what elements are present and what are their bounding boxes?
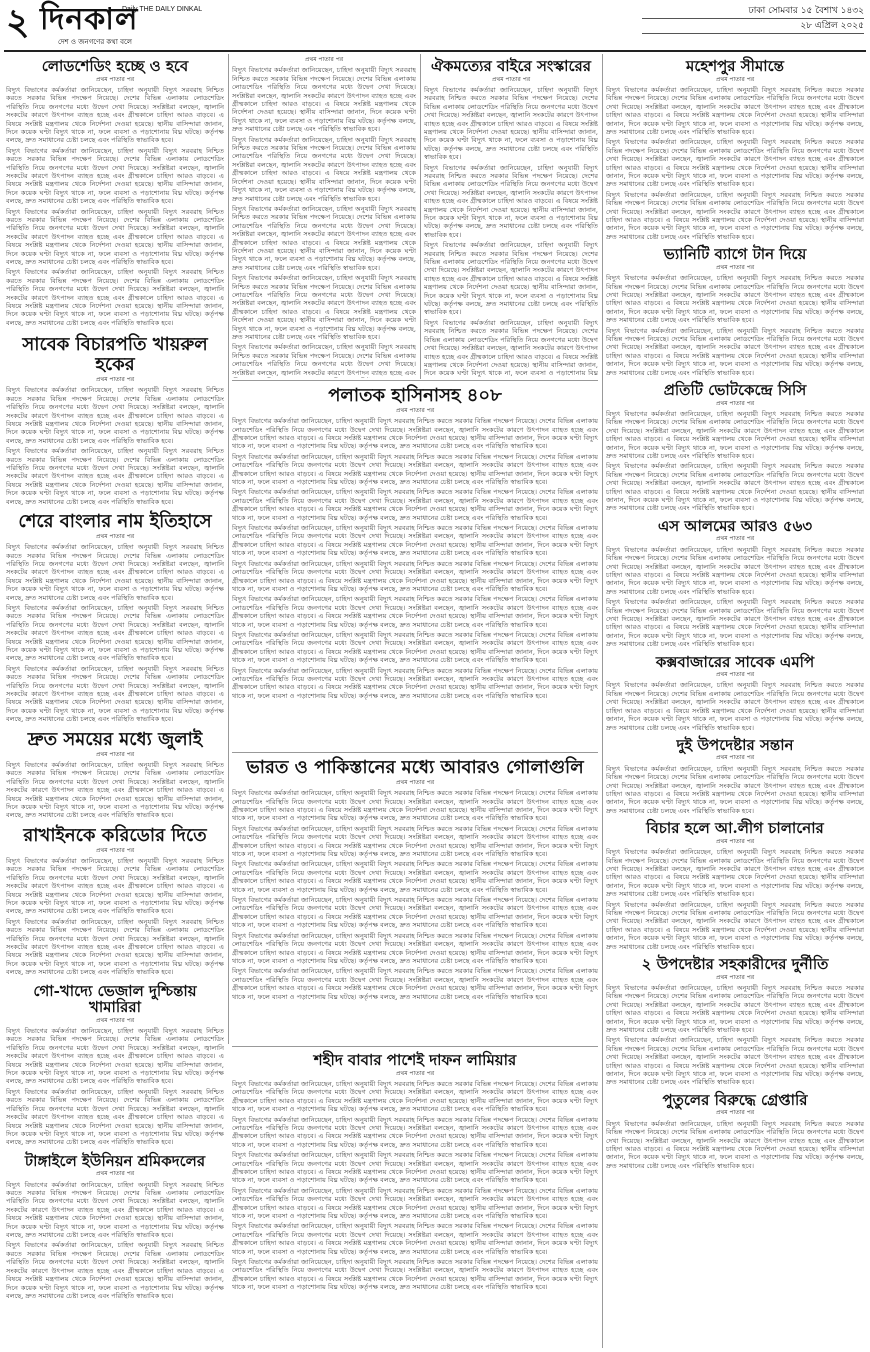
article-body: বিদ্যুৎ বিভাগের কর্মকর্তারা জানিয়েছেন, চাহিদা অনুযায়ী বিদ্যুৎ সরবরাহ নিশ্চিত করতে সরকার বিভিন্ন পদক্ষেপ নিয়েছে। দেশের বিভিন্ন এলাকায় লোডশেডিং পরিস্থিতি নিয়ে জনগণের মধ্যে উদ্বেগ দেখা দিয়েছে। সংশ্লিষ্টরা বলছেন, জ্বালানি সংকটের কারণে উৎপাদন ব্যাহত হচ্ছে এবং গ্রীষ্মকালে চাহিদা আরও বাড়বে। এ বিষয়ে সংশ্লিষ্ট মন্ত্রণালয় থেকে নির্দেশনা দেওয়া হয়েছে। স্থানীয় বাসিন্দারা জানান, দিনে কয়েক ঘণ্টা বিদ্যুৎ থাকে না, ফলে ব্যবসা ও পড়াশোনায় বিঘ্ন ঘটছে। কর্তৃপক্ষ বলছে, দ্রুত সমাধানের চেষ্টা চলছে এবং পরিস্থিতি স্বাভাবিক হবে। — [606, 983, 864, 1034]
article-body: বিদ্যুৎ বিভাগের কর্মকর্তারা জানিয়েছেন, চাহিদা অনুযায়ী বিদ্যুৎ সরবরাহ নিশ্চিত করতে সরকার বিভিন্ন পদক্ষেপ নিয়েছে। দেশের বিভিন্ন এলাকায় লোডশেডিং পরিস্থিতি নিয়ে জনগণের মধ্যে উদ্বেগ দেখা দিয়েছে। সংশ্লিষ্টরা বলছেন, জ্বালানি সংকটের কারণে উৎপাদন ব্যাহত হচ্ছে এবং গ্রীষ্মকালে চাহিদা আরও বাড়বে। এ বিষয়ে সংশ্লিষ্ট মন্ত্রণালয় থেকে নির্দেশনা দেওয়া হয়েছে। স্থানীয় বাসিন্দারা জানান, দিনে কয়েক ঘণ্টা বিদ্যুৎ থাকে না, ফলে ব্যবসা ও পড়াশোনায় বিঘ্ন ঘটছে। কর্তৃপক্ষ বলছে, দ্রুত সমাধানের চেষ্টা চলছে এবং পরিস্থিতি স্বাভাবিক হবে। — [6, 447, 224, 506]
article-body: বিদ্যুৎ বিভাগের কর্মকর্তারা জানিয়েছেন, চাহিদা অনুযায়ী বিদ্যুৎ সরবরাহ নিশ্চিত করতে সরকার বিভিন্ন পদক্ষেপ নিয়েছে। দেশের বিভিন্ন এলাকায় লোডশেডিং পরিস্থিতি নিয়ে জনগণের মধ্যে উদ্বেগ দেখা দিয়েছে। সংশ্লিষ্টরা বলছেন, জ্বালানি সংকটের কারণে উৎপাদন ব্যাহত হচ্ছে এবং গ্রীষ্মকালে চাহিদা আরও বাড়বে। এ বিষয়ে সংশ্লিষ্ট মন্ত্রণালয় থেকে নির্দেশনা দেওয়া হয়েছে। স্থানীয় বাসিন্দারা জানান, দিনে কয়েক ঘণ্টা বিদ্যুৎ থাকে না, ফলে ব্যবসা ও পড়াশোনায় বিঘ্ন ঘটছে। কর্তৃপক্ষ বলছে, দ্রুত সমাধানের চেষ্টা চলছে এবং পরিস্থিতি স্বাভাবিক হবে। — [424, 241, 598, 317]
article-body: বিদ্যুৎ বিভাগের কর্মকর্তারা জানিয়েছেন, চাহিদা অনুযায়ী বিদ্যুৎ সরবরাহ নিশ্চিত করতে সরকার বিভিন্ন পদক্ষেপ নিয়েছে। দেশের বিভিন্ন এলাকায় লোডশেডিং পরিস্থিতি নিয়ে জনগণের মধ্যে উদ্বেগ দেখা দিয়েছে। সংশ্লিষ্টরা বলছেন, জ্বালানি সংকটের কারণে উৎপাদন ব্যাহত হচ্ছে এবং গ্রীষ্মকালে চাহিদা আরও বাড়বে। এ বিষয়ে সংশ্লিষ্ট মন্ত্রণালয় থেকে নির্দেশনা দেওয়া হয়েছে। স্থানীয় বাসিন্দারা জানান, দিনে কয়েক ঘণ্টা বিদ্যুৎ থাকে না, ফলে ব্যবসা ও পড়াশোনায় বিঘ্ন ঘটছে। কর্তৃপক্ষ বলছে, দ্রুত সমাধানের চেষ্টা চলছে এবং পরিস্থিতি স্বাভাবিক হবে। — [606, 681, 864, 732]
continued-note: প্রথম পাতার পর — [395, 406, 435, 414]
article-body: বিদ্যুৎ বিভাগের কর্মকর্তারা জানিয়েছেন, চাহিদা অনুযায়ী বিদ্যুৎ সরবরাহ নিশ্চিত করতে সরকার বিভিন্ন পদক্ষেপ নিয়েছে। দেশের বিভিন্ন এলাকায় লোডশেডিং পরিস্থিতি নিয়ে জনগণের মধ্যে উদ্বেগ দেখা দিয়েছে। সংশ্লিষ্টরা বলছেন, জ্বালানি সংকটের কারণে উৎপাদন ব্যাহত হচ্ছে এবং গ্রীষ্মকালে চাহিদা আরও বাড়বে। এ বিষয়ে সংশ্লিষ্ট মন্ত্রণালয় থেকে নির্দেশনা দেওয়া হয়েছে। স্থানীয় বাসিন্দারা জানান, দিনে কয়েক ঘণ্টা বিদ্যুৎ থাকে না, ফলে ব্যবসা ও পড়াশোনায় বিঘ্ন ঘটছে। কর্তৃপক্ষ বলছে, দ্রুত সমাধানের চেষ্টা চলছে এবং পরিস্থিতি স্বাভাবিক হবে। — [232, 488, 598, 522]
article-body: বিদ্যুৎ বিভাগের কর্মকর্তারা জানিয়েছেন, চাহিদা অনুযায়ী বিদ্যুৎ সরবরাহ নিশ্চিত করতে সরকার বিভিন্ন পদক্ষেপ নিয়েছে। দেশের বিভিন্ন এলাকায় লোডশেডিং পরিস্থিতি নিয়ে জনগণের মধ্যে উদ্বেগ দেখা দিয়েছে। সংশ্লিষ্টরা বলছেন, জ্বালানি সংকটের কারণে উৎপাদন ব্যাহত হচ্ছে এবং গ্রীষ্মকালে চাহিদা আরও বাড়বে। এ বিষয়ে সংশ্লিষ্ট মন্ত্রণালয় থেকে নির্দেশনা দেওয়া হয়েছে। স্থানীয় বাসিন্দারা জানান, দিনে কয়েক ঘণ্টা বিদ্যুৎ থাকে না, ফলে ব্যবসা ও পড়াশোনায় বিঘ্ন ঘটছে। কর্তৃপক্ষ বলছে, দ্রুত সমাধানের চেষ্টা চলছে এবং পরিস্থিতি স্বাভাবিক হবে। — [6, 1087, 224, 1147]
continued-note: প্রথম পাতার পর — [715, 754, 755, 762]
continued-note: প্রথম পাতার পর — [304, 56, 344, 63]
headline: কক্সবাজারের সাবেক এমপি — [655, 652, 815, 671]
article-body: বিদ্যুৎ বিভাগের কর্মকর্তারা জানিয়েছেন, চাহিদা অনুযায়ী বিদ্যুৎ সরবরাহ নিশ্চিত করতে সরকার বিভিন্ন পদক্ষেপ নিয়েছে। দেশের বিভিন্ন এলাকায় লোডশেডিং পরিস্থিতি নিয়ে জনগণের মধ্যে উদ্বেগ দেখা দিয়েছে। সংশ্লিষ্টরা বলছেন, জ্বালানি সংকটের কারণে উৎপাদন ব্যাহত হচ্ছে এবং গ্রীষ্মকালে চাহিদা আরও বাড়বে। এ বিষয়ে সংশ্লিষ্ট মন্ত্রণালয় থেকে নির্দেশনা দেওয়া হয়েছে। স্থানীয় বাসিন্দারা জানান, দিনে কয়েক ঘণ্টা বিদ্যুৎ থাকে না, ফলে ব্যবসা ও পড়াশোনায় বিঘ্ন ঘটছে। কর্তৃপক্ষ বলছে, দ্রুত সমাধানের চেষ্টা চলছে এবং পরিস্থিতি স্বাভাবিক হবে। — [6, 856, 224, 916]
headline: শহীদ বাবার পাশেই দাফন লামিয়ার — [313, 1051, 517, 1069]
article-body: বিদ্যুৎ বিভাগের কর্মকর্তারা জানিয়েছেন, চাহিদা অনুযায়ী বিদ্যুৎ সরবরাহ নিশ্চিত করতে সরকার বিভিন্ন পদক্ষেপ নিয়েছে। দেশের বিভিন্ন এলাকায় লোডশেডিং পরিস্থিতি নিয়ে জনগণের মধ্যে উদ্বেগ দেখা দিয়েছে। সংশ্লিষ্টরা বলছেন, জ্বালানি সংকটের কারণে উৎপাদন ব্যাহত হচ্ছে এবং গ্রীষ্মকালে চাহিদা আরও বাড়বে। এ বিষয়ে সংশ্লিষ্ট মন্ত্রণালয় থেকে নির্দেশনা দেওয়া হয়েছে। স্থানীয় বাসিন্দারা জানান, দিনে কয়েক ঘণ্টা বিদ্যুৎ থাকে না, ফলে ব্যবসা ও পড়াশোনায় বিঘ্ন ঘটছে। কর্তৃপক্ষ বলছে, দ্রুত সমাধানের চেষ্টা চলছে এবং পরিস্থিতি স্বাভাবিক হবে। — [232, 1079, 598, 1114]
article-body: বিদ্যুৎ বিভাগের কর্মকর্তারা জানিয়েছেন, চাহিদা অনুযায়ী বিদ্যুৎ সরবরাহ নিশ্চিত করতে সরকার বিভিন্ন পদক্ষেপ নিয়েছে। দেশের বিভিন্ন এলাকায় লোডশেডিং পরিস্থিতি নিয়ে জনগণের মধ্যে উদ্বেগ দেখা দিয়েছে। সংশ্লিষ্টরা বলছেন, জ্বালানি সংকটের কারণে উৎপাদন ব্যাহত হচ্ছে এবং গ্রীষ্মকালে চাহিদা আরও বাড়বে। এ বিষয়ে সংশ্লিষ্ট মন্ত্রণালয় থেকে নির্দেশনা দেওয়া হয়েছে। স্থানীয় বাসিন্দারা জানান, দিনে কয়েক ঘণ্টা বিদ্যুৎ থাকে না, ফলে ব্যবসা ও পড়াশোনায় বিঘ্ন ঘটছে। কর্তৃপক্ষ বলছে, দ্রুত সমাধানের চেষ্টা চলছে এবং পরিস্থিতি স্বাভাবিক হবে। — [6, 386, 224, 445]
continued-note: প্রথম পাতার পর — [491, 75, 531, 83]
continued-note: প্রথম পাতার পর — [95, 375, 135, 383]
article-body: বিদ্যুৎ বিভাগের কর্মকর্তারা জানিয়েছেন, চাহিদা অনুযায়ী বিদ্যুৎ সরবরাহ নিশ্চিত করতে সরকার বিভিন্ন পদক্ষেপ নিয়েছে। দেশের বিভিন্ন এলাকায় লোডশেডিং পরিস্থিতি নিয়ে জনগণের মধ্যে উদ্বেগ দেখা দিয়েছে। সংশ্লিষ্টরা বলছেন, জ্বালানি সংকটের কারণে উৎপাদন ব্যাহত হচ্ছে এবং গ্রীষ্মকালে চাহিদা আরও বাড়বে। এ বিষয়ে সংশ্লিষ্ট মন্ত্রণালয় থেকে নির্দেশনা দেওয়া হয়েছে। স্থানীয় বাসিন্দারা জানান, দিনে কয়েক ঘণ্টা বিদ্যুৎ থাকে না, ফলে ব্যবসা ও পড়াশোনায় বিঘ্ন ঘটছে। কর্তৃপক্ষ বলছে, দ্রুত সমাধানের চেষ্টা চলছে এবং পরিস্থিতি স্বাভাবিক হবে। — [606, 326, 864, 377]
continued-note: প্রথম পাতার পর — [715, 1109, 755, 1117]
continued-note: প্রথম পাতার পর — [95, 750, 135, 758]
article-body: বিদ্যুৎ বিভাগের কর্মকর্তারা জানিয়েছেন, চাহিদা অনুযায়ী বিদ্যুৎ সরবরাহ নিশ্চিত করতে সরকার বিভিন্ন পদক্ষেপ নিয়েছে। দেশের বিভিন্ন এলাকায় লোডশেডিং পরিস্থিতি নিয়ে জনগণের মধ্যে উদ্বেগ দেখা দিয়েছে। সংশ্লিষ্টরা বলছেন, জ্বালানি সংকটের কারণে উৎপাদন ব্যাহত হচ্ছে এবং গ্রীষ্মকালে চাহিদা আরও বাড়বে। এ বিষয়ে সংশ্লিষ্ট মন্ত্রণালয় থেকে নির্দেশনা দেওয়া হয়েছে। স্থানীয় বাসিন্দারা জানান, দিনে কয়েক ঘণ্টা বিদ্যুৎ থাকে না, ফলে ব্যবসা ও পড়াশোনায় বিঘ্ন ঘটছে। কর্তৃপক্ষ বলছে, দ্রুত সমাধানের চেষ্টা চলছে এবং পরিস্থিতি স্বাভাবিক হবে। — [6, 760, 224, 820]
continued-note: প্রথম পাতার পর — [95, 846, 135, 854]
article-body: বিদ্যুৎ বিভাগের কর্মকর্তারা জানিয়েছেন, চাহিদা অনুযায়ী বিদ্যুৎ সরবরাহ নিশ্চিত করতে সরকার বিভিন্ন পদক্ষেপ নিয়েছে। দেশের বিভিন্ন এলাকায় লোডশেডিং পরিস্থিতি নিয়ে জনগণের মধ্যে উদ্বেগ দেখা দিয়েছে। সংশ্লিষ্টরা বলছেন, জ্বালানি সংকটের কারণে উৎপাদন ব্যাহত হচ্ছে এবং গ্রীষ্মকালে চাহিদা আরও বাড়বে। এ বিষয়ে সংশ্লিষ্ট মন্ত্রণালয় থেকে নির্দেশনা দেওয়া হয়েছে। স্থানীয় বাসিন্দারা জানান, দিনে কয়েক ঘণ্টা বিদ্যুৎ থাকে না, ফলে ব্যবসা ও পড়াশোনায় বিঘ্ন ঘটছে। কর্তৃপক্ষ বলছে, দ্রুত সমাধানের চেষ্টা চলছে এবং পরিস্থিতি স্বাভাবিক হবে। — [232, 860, 598, 894]
article-body: বিদ্যুৎ বিভাগের কর্মকর্তারা জানিয়েছেন, চাহিদা অনুযায়ী বিদ্যুৎ সরবরাহ নিশ্চিত করতে সরকার বিভিন্ন পদক্ষেপ নিয়েছে। দেশের বিভিন্ন এলাকায় লোডশেডিং পরিস্থিতি নিয়ে জনগণের মধ্যে উদ্বেগ দেখা দিয়েছে। সংশ্লিষ্টরা বলছেন, জ্বালানি সংকটের কারণে উৎপাদন ব্যাহত হচ্ছে এবং গ্রীষ্মকালে চাহিদা আরও বাড়বে। এ বিষয়ে সংশ্লিষ্ট মন্ত্রণালয় থেকে নির্দেশনা দেওয়া হয়েছে। স্থানীয় বাসিন্দারা জানান, দিনে কয়েক ঘণ্টা বিদ্যুৎ থাকে না, ফলে ব্যবসা ও পড়াশোনায় বিঘ্ন ঘটছে। কর্তৃপক্ষ বলছে, দ্রুত সমাধানের চেষ্টা চলছে এবং পরিস্থিতি স্বাভাবিক হবে। — [6, 543, 224, 602]
date-bengali: ঢাকা সোমবার ১৫ বৈশাখ ১৪৩২ — [642, 4, 864, 19]
article-body: বিদ্যুৎ বিভাগের কর্মকর্তারা জানিয়েছেন, চাহিদা অনুযায়ী বিদ্যুৎ সরবরাহ নিশ্চিত করতে সরকার বিভিন্ন পদক্ষেপ নিয়েছে। দেশের বিভিন্ন এলাকায় লোডশেডিং পরিস্থিতি নিয়ে জনগণের মধ্যে উদ্বেগ দেখা দিয়েছে। সংশ্লিষ্টরা বলছেন, জ্বালানি সংকটের কারণে উৎপাদন ব্যাহত হচ্ছে এবং গ্রীষ্মকালে চাহিদা আরও বাড়বে। এ বিষয়ে সংশ্লিষ্ট মন্ত্রণালয় থেকে নির্দেশনা দেওয়া হয়েছে। স্থানীয় বাসিন্দারা জানান, দিনে কয়েক ঘণ্টা বিদ্যুৎ থাকে না, ফলে ব্যবসা ও পড়াশোনায় বিঘ্ন ঘটছে। কর্তৃপক্ষ বলছে, দ্রুত সমাধানের চেষ্টা চলছে এবং পরিস্থিতি স্বাভাবিক হবে। — [232, 967, 598, 1001]
article-body: বিদ্যুৎ বিভাগের কর্মকর্তারা জানিয়েছেন, চাহিদা অনুযায়ী বিদ্যুৎ সরবরাহ নিশ্চিত করতে সরকার বিভিন্ন পদক্ষেপ নিয়েছে। দেশের বিভিন্ন এলাকায় লোডশেডিং পরিস্থিতি নিয়ে জনগণের মধ্যে উদ্বেগ দেখা দিয়েছে। সংশ্লিষ্টরা বলছেন, জ্বালানি সংকটের কারণে উৎপাদন ব্যাহত হচ্ছে এবং গ্রীষ্মকালে চাহিদা আরও বাড়বে। এ বিষয়ে সংশ্লিষ্ট মন্ত্রণালয় থেকে নির্দেশনা দেওয়া হয়েছে। স্থানীয় বাসিন্দারা জানান, দিনে কয়েক ঘণ্টা বিদ্যুৎ থাকে না, ফলে ব্যবসা ও পড়াশোনায় বিঘ্ন ঘটছে। কর্তৃপক্ষ বলছে, দ্রুত সমাধানের চেষ্টা চলছে এবং পরিস্থিতি স্বাভাবিক হবে। — [232, 204, 416, 272]
masthead-rule — [4, 50, 866, 52]
center-article-block — [232, 384, 598, 750]
continued-note: প্রথম পাতার পর — [715, 263, 755, 271]
continued-note: প্রথম পাতার পর — [95, 75, 135, 83]
page-number: ২ — [6, 1, 30, 43]
article-body: বিদ্যুৎ বিভাগের কর্মকর্তারা জানিয়েছেন, চাহিদা অনুযায়ী বিদ্যুৎ সরবরাহ নিশ্চিত করতে সরকার বিভিন্ন পদক্ষেপ নিয়েছে। দেশের বিভিন্ন এলাকায় লোডশেডিং পরিস্থিতি নিয়ে জনগণের মধ্যে উদ্বেগ দেখা দিয়েছে। সংশ্লিষ্টরা বলছেন, জ্বালানি সংকটের কারণে উৎপাদন ব্যাহত হচ্ছে এবং গ্রীষ্মকালে চাহিদা আরও বাড়বে। এ বিষয়ে সংশ্লিষ্ট মন্ত্রণালয় থেকে নির্দেশনা দেওয়া হয়েছে। স্থানীয় বাসিন্দারা জানান, দিনে কয়েক ঘণ্টা বিদ্যুৎ থাকে না, ফলে ব্যবসা ও পড়াশোনায় বিঘ্ন ঘটছে। কর্তৃপক্ষ বলছে, দ্রুত সমাধানের চেষ্টা চলছে এবং পরিস্থিতি স্বাভাবিক হবে। — [232, 452, 598, 487]
article-body: বিদ্যুৎ বিভাগের কর্মকর্তারা জানিয়েছেন, চাহিদা অনুযায়ী বিদ্যুৎ সরবরাহ নিশ্চিত করতে সরকার বিভিন্ন পদক্ষেপ নিয়েছে। দেশের বিভিন্ন এলাকায় লোডশেডিং পরিস্থিতি নিয়ে জনগণের মধ্যে উদ্বেগ দেখা দিয়েছে। সংশ্লিষ্টরা বলছেন, জ্বালানি সংকটের কারণে উৎপাদন ব্যাহত হচ্ছে এবং গ্রীষ্মকালে চাহিদা আরও বাড়বে। এ বিষয়ে সংশ্লিষ্ট মন্ত্রণালয় থেকে নির্দেশনা দেওয়া হয়েছে। স্থানীয় বাসিন্দারা জানান, দিনে কয়েক ঘণ্টা বিদ্যুৎ থাকে না, ফলে ব্যবসা ও পড়াশোনায় বিঘ্ন ঘটছে। কর্তৃপক্ষ বলছে, দ্রুত সমাধানের চেষ্টা চলছে এবং পরিস্থিতি স্বাভাবিক হবে। — [606, 462, 864, 513]
article-body: বিদ্যুৎ বিভাগের কর্মকর্তারা জানিয়েছেন, চাহিদা অনুযায়ী বিদ্যুৎ সরবরাহ নিশ্চিত করতে সরকার বিভিন্ন পদক্ষেপ নিয়েছে। দেশের বিভিন্ন এলাকায় লোডশেডিং পরিস্থিতি নিয়ে জনগণের মধ্যে উদ্বেগ দেখা দিয়েছে। সংশ্লিষ্টরা বলছেন, জ্বালানি সংকটের কারণে উৎপাদন ব্যাহত হচ্ছে এবং গ্রীষ্মকালে চাহিদা আরও বাড়বে। এ বিষয়ে সংশ্লিষ্ট মন্ত্রণালয় থেকে নির্দেশনা দেওয়া হয়েছে। স্থানীয় বাসিন্দারা জানান, দিনে কয়েক ঘণ্টা বিদ্যুৎ থাকে না, ফলে ব্যবসা ও পড়াশোনায় বিঘ্ন ঘটছে। কর্তৃপক্ষ বলছে, দ্রুত সমাধানের চেষ্টা চলছে এবং পরিস্থিতি স্বাভাবিক হবে। — [6, 664, 224, 724]
article-body: বিদ্যুৎ বিভাগের কর্মকর্তারা জানিয়েছেন, চাহিদা অনুযায়ী বিদ্যুৎ সরবরাহ নিশ্চিত করতে সরকার বিভিন্ন পদক্ষেপ নিয়েছে। দেশের বিভিন্ন এলাকায় লোডশেডিং পরিস্থিতি নিয়ে জনগণের মধ্যে উদ্বেগ দেখা দিয়েছে। সংশ্লিষ্টরা বলছেন, জ্বালানি সংকটের কারণে উৎপাদন ব্যাহত হচ্ছে এবং গ্রীষ্মকালে চাহিদা আরও বাড়বে। এ বিষয়ে সংশ্লিষ্ট মন্ত্রণালয় থেকে নির্দেশনা দেওয়া হয়েছে। স্থানীয় বাসিন্দারা জানান, দিনে কয়েক ঘণ্টা বিদ্যুৎ থাকে না, ফলে ব্যবসা ও পড়াশোনায় বিঘ্ন ঘটছে। কর্তৃপক্ষ বলছে, দ্রুত সমাধানের চেষ্টা চলছে এবং পরিস্থিতি স্বাভাবিক হবে। — [606, 848, 864, 899]
article-body: বিদ্যুৎ বিভাগের কর্মকর্তারা জানিয়েছেন, চাহিদা অনুযায়ী বিদ্যুৎ সরবরাহ নিশ্চিত করতে সরকার বিভিন্ন পদক্ষেপ নিয়েছে। দেশের বিভিন্ন এলাকায় লোডশেডিং পরিস্থিতি নিয়ে জনগণের মধ্যে উদ্বেগ দেখা দিয়েছে। সংশ্লিষ্টরা বলছেন, জ্বালানি সংকটের কারণে উৎপাদন ব্যাহত হচ্ছে এবং গ্রীষ্মকালে চাহিদা আরও বাড়বে। এ বিষয়ে সংশ্লিষ্ট মন্ত্রণালয় থেকে নির্দেশনা দেওয়া হয়েছে। স্থানীয় বাসিন্দারা জানান, দিনে কয়েক ঘণ্টা বিদ্যুৎ থাকে না, ফলে ব্যবসা ও পড়াশোনায় বিঘ্ন ঘটছে। কর্তৃপক্ষ বলছে, দ্রুত সমাধানের চেষ্টা চলছে এবং পরিস্থিতি স্বাভাবিক হবে। — [232, 559, 598, 593]
headline: দ্রুত সময়ের মধ্যে জুলাই — [27, 728, 203, 750]
article-body: বিদ্যুৎ বিভাগের কর্মকর্তারা জানিয়েছেন, চাহিদা অনুযায়ী বিদ্যুৎ সরবরাহ নিশ্চিত করতে সরকার বিভিন্ন পদক্ষেপ নিয়েছে। দেশের বিভিন্ন এলাকায় লোডশেডিং পরিস্থিতি নিয়ে জনগণের মধ্যে উদ্বেগ দেখা দিয়েছে। সংশ্লিষ্টরা বলছেন, জ্বালানি সংকটের কারণে উৎপাদন ব্যাহত হচ্ছে এবং গ্রীষ্মকালে চাহিদা আরও বাড়বে। এ বিষয়ে সংশ্লিষ্ট মন্ত্রণালয় থেকে নির্দেশনা দেওয়া হয়েছে। স্থানীয় বাসিন্দারা জানান, দিনে কয়েক ঘণ্টা বিদ্যুৎ থাকে না, ফলে ব্যবসা ও পড়াশোনায় বিঘ্ন ঘটছে। কর্তৃপক্ষ বলছে, দ্রুত সমাধানের চেষ্টা চলছে এবং পরিস্থিতি স্বাভাবিক হবে। — [232, 135, 416, 203]
continued-note: প্রথম পাতার পর — [715, 75, 755, 83]
article-body: বিদ্যুৎ বিভাগের কর্মকর্তারা জানিয়েছেন, চাহিদা অনুযায়ী বিদ্যুৎ সরবরাহ নিশ্চিত করতে সরকার বিভিন্ন পদক্ষেপ নিয়েছে। দেশের বিভিন্ন এলাকায় লোডশেডিং পরিস্থিতি নিয়ে জনগণের মধ্যে উদ্বেগ দেখা দিয়েছে। সংশ্লিষ্টরা বলছেন, জ্বালানি সংকটের কারণে উৎপাদন ব্যাহত হচ্ছে এবং গ্রীষ্মকালে চাহিদা আরও বাড়বে। এ বিষয়ে সংশ্লিষ্ট মন্ত্রণালয় থেকে নির্দেশনা দেওয়া হয়েছে। স্থানীয় বাসিন্দারা জানান, দিনে কয়েক ঘণ্টা বিদ্যুৎ থাকে না, ফলে ব্যবসা ও পড়াশোনায় বিঘ্ন ঘটছে। কর্তৃপক্ষ বলছে, দ্রুত সমাধানের চেষ্টা চলছে এবং পরিস্থিতি স্বাভাবিক হবে। — [232, 824, 598, 859]
article-body: বিদ্যুৎ বিভাগের কর্মকর্তারা জানিয়েছেন, চাহিদা অনুযায়ী বিদ্যুৎ সরবরাহ নিশ্চিত করতে সরকার বিভিন্ন পদক্ষেপ নিয়েছে। দেশের বিভিন্ন এলাকায় লোডশেডিং পরিস্থিতি নিয়ে জনগণের মধ্যে উদ্বেগ দেখা দিয়েছে। সংশ্লিষ্টরা বলছেন, জ্বালানি সংকটের কারণে উৎপাদন ব্যাহত হচ্ছে এবং গ্রীষ্মকালে চাহিদা আরও বাড়বে। এ বিষয়ে সংশ্লিষ্ট মন্ত্রণালয় থেকে নির্দেশনা দেওয়া হয়েছে। স্থানীয় বাসিন্দারা জানান, দিনে কয়েক ঘণ্টা বিদ্যুৎ থাকে না, ফলে ব্যবসা ও পড়াশোনায় বিঘ্ন ঘটছে। কর্তৃপক্ষ বলছে, দ্রুত সমাধানের চেষ্টা চলছে এবং পরিস্থিতি স্বাভাবিক হবে। — [232, 666, 598, 700]
article-body: বিদ্যুৎ বিভাগের কর্মকর্তারা জানিয়েছেন, চাহিদা অনুযায়ী বিদ্যুৎ সরবরাহ নিশ্চিত করতে সরকার বিভিন্ন পদক্ষেপ নিয়েছে। দেশের বিভিন্ন এলাকায় লোডশেডিং পরিস্থিতি নিয়ে জনগণের মধ্যে উদ্বেগ দেখা দিয়েছে। সংশ্লিষ্টরা বলছেন, জ্বালানি সংকটের কারণে উৎপাদন ব্যাহত হচ্ছে এবং গ্রীষ্মকালে চাহিদা আরও বাড়বে। এ বিষয়ে সংশ্লিষ্ট মন্ত্রণালয় থেকে নির্দেশনা দেওয়া হয়েছে। স্থানীয় বাসিন্দারা জানান, দিনে কয়েক ঘণ্টা বিদ্যুৎ থাকে না, ফলে ব্যবসা ও পড়াশোনায় বিঘ্ন ঘটছে। কর্তৃপক্ষ বলছে, দ্রুত সমাধানের চেষ্টা চলছে এবং পরিস্থিতি স্বাভাবিক হবে। — [232, 1186, 598, 1220]
article-body: বিদ্যুৎ বিভাগের কর্মকর্তারা জানিয়েছেন, চাহিদা অনুযায়ী বিদ্যুৎ সরবরাহ নিশ্চিত করতে সরকার বিভিন্ন পদক্ষেপ নিয়েছে। দেশের বিভিন্ন এলাকায় লোডশেডিং পরিস্থিতি নিয়ে জনগণের মধ্যে উদ্বেগ দেখা দিয়েছে। সংশ্লিষ্টরা বলছেন, জ্বালানি সংকটের কারণে উৎপাদন ব্যাহত হচ্ছে এবং গ্রীষ্মকালে চাহিদা আরও বাড়বে। এ বিষয়ে সংশ্লিষ্ট মন্ত্রণালয় থেকে নির্দেশনা দেওয়া হয়েছে। স্থানীয় বাসিন্দারা জানান, দিনে কয়েক ঘণ্টা বিদ্যুৎ থাকে না, ফলে ব্যবসা ও পড়াশোনায় বিঘ্ন ঘটছে। কর্তৃপক্ষ বলছে, দ্রুত সমাধানের চেষ্টা চলছে এবং পরিস্থিতি স্বাভাবিক হবে। — [232, 1115, 598, 1149]
headline: লোডশেডিং হচ্ছে ও হবে — [41, 57, 189, 75]
headline: ভারত ও পাকিস্তানের মধ্যে আবারও গোলাগুলি — [246, 757, 584, 778]
headline: পুতুলের বিরুদ্ধে গ্রেপ্তারি — [662, 1090, 808, 1109]
article-body: বিদ্যুৎ বিভাগের কর্মকর্তারা জানিয়েছেন, চাহিদা অনুযায়ী বিদ্যুৎ সরবরাহ নিশ্চিত করতে সরকার বিভিন্ন পদক্ষেপ নিয়েছে। দেশের বিভিন্ন এলাকায় লোডশেডিং পরিস্থিতি নিয়ে জনগণের মধ্যে উদ্বেগ দেখা দিয়েছে। সংশ্লিষ্টরা বলছেন, জ্বালানি সংকটের কারণে উৎপাদন ব্যাহত হচ্ছে এবং গ্রীষ্মকালে চাহিদা আরও বাড়বে। এ বিষয়ে সংশ্লিষ্ট মন্ত্রণালয় থেকে নির্দেশনা দেওয়া হয়েছে। স্থানীয় বাসিন্দারা জানান, দিনে কয়েক ঘণ্টা বিদ্যুৎ থাকে না, ফলে ব্যবসা ও পড়াশোনায় বিঘ্ন ঘটছে। কর্তৃপক্ষ বলছে, দ্রুত সমাধানের চেষ্টা চলছে এবং পরিস্থিতি স্বাভাবিক হবে। — [6, 917, 224, 977]
headline: এস আলমের আরও ৫৬৩ — [657, 516, 813, 535]
center-article-block — [232, 1050, 598, 1348]
article-body: বিদ্যুৎ বিভাগের কর্মকর্তারা জানিয়েছেন, চাহিদা অনুযায়ী বিদ্যুৎ সরবরাহ নিশ্চিত করতে সরকার বিভিন্ন পদক্ষেপ নিয়েছে। দেশের বিভিন্ন এলাকায় লোডশেডিং পরিস্থিতি নিয়ে জনগণের মধ্যে উদ্বেগ দেখা দিয়েছে। সংশ্লিষ্টরা বলছেন, জ্বালানি সংকটের কারণে উৎপাদন ব্যাহত হচ্ছে এবং গ্রীষ্মকালে চাহিদা আরও বাড়বে। এ বিষয়ে সংশ্লিষ্ট মন্ত্রণালয় থেকে নির্দেশনা দেওয়া হয়েছে। স্থানীয় বাসিন্দারা জানান, দিনে কয়েক ঘণ্টা বিদ্যুৎ থাকে না, ফলে ব্যবসা ও পড়াশোনায় বিঘ্ন ঘটছে। কর্তৃপক্ষ বলছে, দ্রুত সমাধানের চেষ্টা চলছে এবং পরিস্থিতি স্বাভাবিক হবে। — [606, 598, 864, 649]
headline: শেরে বাংলার নাম ইতিহাসে — [18, 510, 212, 532]
continued-note: প্রথম পাতার পর — [95, 1170, 135, 1178]
continued-note: প্রথম পাতার পর — [95, 1016, 135, 1024]
article-body: বিদ্যুৎ বিভাগের কর্মকর্তারা জানিয়েছেন, চাহিদা অনুযায়ী বিদ্যুৎ সরবরাহ নিশ্চিত করতে সরকার বিভিন্ন পদক্ষেপ নিয়েছে। দেশের বিভিন্ন এলাকায় লোডশেডিং পরিস্থিতি নিয়ে জনগণের মধ্যে উদ্বেগ দেখা দিয়েছে। সংশ্লিষ্টরা বলছেন, জ্বালানি সংকটের কারণে উৎপাদন ব্যাহত হচ্ছে এবং গ্রীষ্মকালে চাহিদা আরও বাড়বে। এ বিষয়ে সংশ্লিষ্ট মন্ত্রণালয় থেকে নির্দেশনা দেওয়া হয়েছে। স্থানীয় বাসিন্দারা জানান, দিনে কয়েক ঘণ্টা বিদ্যুৎ থাকে না, ফলে ব্যবসা ও পড়াশোনায় বিঘ্ন ঘটছে। কর্তৃপক্ষ বলছে, দ্রুত সমাধানের চেষ্টা চলছে এবং পরিস্থিতি স্বাভাবিক হবে। — [606, 190, 864, 241]
tagline: দেশ ও জনগণের কথা বলে — [58, 38, 133, 46]
article-body: বিদ্যুৎ বিভাগের কর্মকর্তারা জানিয়েছেন, চাহিদা অনুযায়ী বিদ্যুৎ সরবরাহ নিশ্চিত করতে সরকার বিভিন্ন পদক্ষেপ নিয়েছে। দেশের বিভিন্ন এলাকায় লোডশেডিং পরিস্থিতি নিয়ে জনগণের মধ্যে উদ্বেগ দেখা দিয়েছে। সংশ্লিষ্টরা বলছেন, জ্বালানি সংকটের কারণে উৎপাদন ব্যাহত হচ্ছে এবং গ্রীষ্মকালে চাহিদা আরও বাড়বে। এ বিষয়ে সংশ্লিষ্ট মন্ত্রণালয় থেকে নির্দেশনা দেওয়া হয়েছে। স্থানীয় বাসিন্দারা জানান, দিনে কয়েক ঘণ্টা বিদ্যুৎ থাকে না, ফলে ব্যবসা ও পড়াশোনায় বিঘ্ন ঘটছে। কর্তৃপক্ষ বলছে, দ্রুত সমাধানের চেষ্টা চলছে এবং পরিস্থিতি স্বাভাবিক হবে। — [606, 1036, 864, 1087]
continued-note: প্রথম পাতার পর — [95, 532, 135, 540]
continued-note: প্রথম পাতার পর — [395, 778, 435, 786]
article-body: বিদ্যুৎ বিভাগের কর্মকর্তারা জানিয়েছেন, চাহিদা অনুযায়ী বিদ্যুৎ সরবরাহ নিশ্চিত করতে সরকার বিভিন্ন পদক্ষেপ নিয়েছে। দেশের বিভিন্ন এলাকায় লোডশেডিং পরিস্থিতি নিয়ে জনগণের মধ্যে উদ্বেগ দেখা দিয়েছে। সংশ্লিষ্টরা বলছেন, জ্বালানি সংকটের কারণে উৎপাদন ব্যাহত হচ্ছে এবং গ্রীষ্মকালে চাহিদা আরও বাড়বে। এ বিষয়ে সংশ্লিষ্ট মন্ত্রণালয় থেকে নির্দেশনা দেওয়া হয়েছে। স্থানীয় বাসিন্দারা জানান, দিনে কয়েক ঘণ্টা বিদ্যুৎ থাকে না, ফলে ব্যবসা ও পড়াশোনায় বিঘ্ন ঘটছে। কর্তৃপক্ষ বলছে, দ্রুত সমাধানের চেষ্টা চলছে এবং পরিস্থিতি স্বাভাবিক হবে। — [6, 1027, 224, 1086]
headline: দুই উপদেষ্টার সন্তান — [676, 735, 794, 754]
article-body: বিদ্যুৎ বিভাগের কর্মকর্তারা জানিয়েছেন, চাহিদা অনুযায়ী বিদ্যুৎ সরবরাহ নিশ্চিত করতে সরকার বিভিন্ন পদক্ষেপ নিয়েছে। দেশের বিভিন্ন এলাকায় লোডশেডিং পরিস্থিতি নিয়ে জনগণের মধ্যে উদ্বেগ দেখা দিয়েছে। সংশ্লিষ্টরা বলছেন, জ্বালানি সংকটের কারণে উৎপাদন ব্যাহত হচ্ছে এবং গ্রীষ্মকালে চাহিদা আরও বাড়বে। এ বিষয়ে সংশ্লিষ্ট মন্ত্রণালয় থেকে নির্দেশনা দেওয়া হয়েছে। স্থানীয় বাসিন্দারা জানান, দিনে কয়েক ঘণ্টা বিদ্যুৎ থাকে না, ফলে ব্যবসা ও পড়াশোনায় বিঘ্ন ঘটছে। কর্তৃপক্ষ বলছে, দ্রুত সমাধানের চেষ্টা চলছে এবং পরিস্থিতি স্বাভাবিক হবে। — [232, 789, 598, 823]
headline: ২ উপদেষ্টার সহকারীদের দুর্নীতি — [641, 955, 829, 974]
headline: ভ্যানিটি ব্যাগে টান দিয়ে — [663, 245, 807, 264]
section-divider — [232, 1046, 598, 1047]
continued-note: প্রথম পাতার পর — [715, 399, 755, 407]
headline: সাবেক বিচারপতি খায়রুল হকের — [22, 334, 208, 376]
column-divider — [228, 54, 229, 1044]
article-body: বিদ্যুৎ বিভাগের কর্মকর্তারা জানিয়েছেন, চাহিদা অনুযায়ী বিদ্যুৎ সরবরাহ নিশ্চিত করতে সরকার বিভিন্ন পদক্ষেপ নিয়েছে। দেশের বিভিন্ন এলাকায় লোডশেডিং পরিস্থিতি নিয়ে জনগণের মধ্যে উদ্বেগ দেখা দিয়েছে। সংশ্লিষ্টরা বলছেন, জ্বালানি সংকটের কারণে উৎপাদন ব্যাহত হচ্ছে এবং গ্রীষ্মকালে চাহিদা আরও বাড়বে। এ বিষয়ে সংশ্লিষ্ট মন্ত্রণালয় থেকে নির্দেশনা দেওয়া হয়েছে। স্থানীয় বাসিন্দারা জানান, দিনে কয়েক ঘণ্টা বিদ্যুৎ থাকে না, ফলে ব্যবসা ও পড়াশোনায় বিঘ্ন ঘটছে। কর্তৃপক্ষ বলছে, দ্রুত সমাধানের চেষ্টা চলছে এবং পরিস্থিতি স্বাভাবিক হবে। — [232, 524, 598, 558]
headline: পলাতক হাসিনাসহ ৪০৮ — [328, 385, 502, 406]
section-divider — [232, 380, 598, 381]
headline: ঐকমত্যের বাইরে সংস্কারের — [430, 57, 592, 75]
article-body: বিদ্যুৎ বিভাগের কর্মকর্তারা জানিয়েছেন, চাহিদা অনুযায়ী বিদ্যুৎ সরবরাহ নিশ্চিত করতে সরকার বিভিন্ন পদক্ষেপ নিয়েছে। দেশের বিভিন্ন এলাকায় লোডশেডিং পরিস্থিতি নিয়ে জনগণের মধ্যে উদ্বেগ দেখা দিয়েছে। সংশ্লিষ্টরা বলছেন, জ্বালানি সংকটের কারণে উৎপাদন ব্যাহত হচ্ছে এবং গ্রীষ্মকালে চাহিদা আরও বাড়বে। এ বিষয়ে সংশ্লিষ্ট মন্ত্রণালয় থেকে নির্দেশনা দেওয়া হয়েছে। স্থানীয় বাসিন্দারা জানান, দিনে কয়েক ঘণ্টা বিদ্যুৎ থাকে না, ফলে ব্যবসা ও পড়াশোনায় বিঘ্ন ঘটছে। কর্তৃপক্ষ বলছে, দ্রুত সমাধানের চেষ্টা চলছে এবং পরিস্থিতি স্বাভাবিক হবে। — [6, 207, 224, 267]
column-divider — [420, 54, 421, 379]
article-body: বিদ্যুৎ বিভাগের কর্মকর্তারা জানিয়েছেন, চাহিদা অনুযায়ী বিদ্যুৎ সরবরাহ নিশ্চিত করতে সরকার বিভিন্ন পদক্ষেপ নিয়েছে। দেশের বিভিন্ন এলাকায় লোডশেডিং পরিস্থিতি নিয়ে জনগণের মধ্যে উদ্বেগ দেখা দিয়েছে। সংশ্লিষ্টরা বলছেন, জ্বালানি সংকটের কারণে উৎপাদন ব্যাহত হচ্ছে এবং গ্রীষ্মকালে চাহিদা আরও বাড়বে। এ বিষয়ে সংশ্লিষ্ট মন্ত্রণালয় থেকে নির্দেশনা দেওয়া হয়েছে। স্থানীয় বাসিন্দারা জানান, দিনে কয়েক ঘণ্টা বিদ্যুৎ থাকে না, ফলে ব্যবসা ও পড়াশোনায় বিঘ্ন ঘটছে। কর্তৃপক্ষ বলছে, দ্রুত সমাধানের চেষ্টা চলছে এবং পরিস্থিতি স্বাভাবিক হবে। — [232, 1222, 598, 1256]
article-body: বিদ্যুৎ বিভাগের কর্মকর্তারা জানিয়েছেন, চাহিদা অনুযায়ী বিদ্যুৎ সরবরাহ নিশ্চিত করতে সরকার বিভিন্ন পদক্ষেপ নিয়েছে। দেশের বিভিন্ন এলাকায় লোডশেডিং পরিস্থিতি নিয়ে জনগণের মধ্যে উদ্বেগ দেখা দিয়েছে। সংশ্লিষ্টরা বলছেন, জ্বালানি সংকটের কারণে উৎপাদন ব্যাহত হচ্ছে এবং গ্রীষ্মকালে চাহিদা আরও বাড়বে। এ বিষয়ে সংশ্লিষ্ট মন্ত্রণালয় থেকে নির্দেশনা দেওয়া হয়েছে। স্থানীয় বাসিন্দারা জানান, দিনে কয়েক ঘণ্টা বিদ্যুৎ থাকে না, ফলে ব্যবসা ও পড়াশোনায় বিঘ্ন ঘটছে। কর্তৃপক্ষ বলছে, দ্রুত সমাধানের চেষ্টা চলছে এবং পরিস্থিতি স্বাভাবিক হবে। — [6, 604, 224, 663]
continued-note: প্রথম পাতার পর — [715, 535, 755, 543]
article-body: বিদ্যুৎ বিভাগের কর্মকর্তারা জানিয়েছেন, চাহিদা অনুযায়ী বিদ্যুৎ সরবরাহ নিশ্চিত করতে সরকার বিভিন্ন পদক্ষেপ নিয়েছে। দেশের বিভিন্ন এলাকায় লোডশেডিং পরিস্থিতি নিয়ে জনগণের মধ্যে উদ্বেগ দেখা দিয়েছে। সংশ্লিষ্টরা বলছেন, জ্বালানি সংকটের কারণে উৎপাদন ব্যাহত হচ্ছে এবং গ্রীষ্মকালে চাহিদা আরও বাড়বে। এ বিষয়ে সংশ্লিষ্ট মন্ত্রণালয় থেকে নির্দেশনা দেওয়া হয়েছে। স্থানীয় বাসিন্দারা জানান, দিনে কয়েক ঘণ্টা বিদ্যুৎ থাকে না, ফলে ব্যবসা ও পড়াশোনায় বিঘ্ন ঘটছে। কর্তৃপক্ষ বলছে, দ্রুত সমাধানের চেষ্টা চলছে এবং পরিস্থিতি স্বাভাবিক হবে। — [424, 85, 598, 162]
article-body: বিদ্যুৎ বিভাগের কর্মকর্তারা জানিয়েছেন, চাহিদা অনুযায়ী বিদ্যুৎ সরবরাহ নিশ্চিত করতে সরকার বিভিন্ন পদক্ষেপ নিয়েছে। দেশের বিভিন্ন এলাকায় লোডশেডিং পরিস্থিতি নিয়ে জনগণের মধ্যে উদ্বেগ দেখা দিয়েছে। সংশ্লিষ্টরা বলছেন, জ্বালানি সংকটের কারণে উৎপাদন ব্যাহত হচ্ছে এবং গ্রীষ্মকালে চাহিদা আরও বাড়বে। এ বিষয়ে সংশ্লিষ্ট মন্ত্রণালয় থেকে নির্দেশনা দেওয়া হয়েছে। স্থানীয় বাসিন্দারা জানান, দিনে কয়েক ঘণ্টা বিদ্যুৎ থাকে না, ফলে ব্যবসা ও পড়াশোনায় বিঘ্ন ঘটছে। কর্তৃপক্ষ বলছে, দ্রুত সমাধানের চেষ্টা চলছে এবং পরিস্থিতি স্বাভাবিক হবে। — [232, 1258, 598, 1292]
article-body: বিদ্যুৎ বিভাগের কর্মকর্তারা জানিয়েছেন, চাহিদা অনুযায়ী বিদ্যুৎ সরবরাহ নিশ্চিত করতে সরকার বিভিন্ন পদক্ষেপ নিয়েছে। দেশের বিভিন্ন এলাকায় লোডশেডিং পরিস্থিতি নিয়ে জনগণের মধ্যে উদ্বেগ দেখা দিয়েছে। সংশ্লিষ্টরা বলছেন, জ্বালানি সংকটের কারণে উৎপাদন ব্যাহত হচ্ছে এবং গ্রীষ্মকালে চাহিদা আরও বাড়বে। এ বিষয়ে সংশ্লিষ্ট মন্ত্রণালয় থেকে নির্দেশনা দেওয়া হয়েছে। স্থানীয় বাসিন্দারা জানান, দিনে কয়েক ঘণ্টা বিদ্যুৎ থাকে না, ফলে ব্যবসা ও পড়াশোনায় বিঘ্ন ঘটছে। কর্তৃপক্ষ বলছে, দ্রুত সমাধানের চেষ্টা চলছে এবং পরিস্থিতি স্বাভাবিক হবে। — [232, 274, 416, 341]
column-divider — [602, 54, 603, 1348]
article-body: বিদ্যুৎ বিভাগের কর্মকর্তারা জানিয়েছেন, চাহিদা অনুযায়ী বিদ্যুৎ সরবরাহ নিশ্চিত করতে সরকার বিভিন্ন পদক্ষেপ নিয়েছে। দেশের বিভিন্ন এলাকায় লোডশেডিং পরিস্থিতি নিয়ে জনগণের মধ্যে উদ্বেগ দেখা দিয়েছে। সংশ্লিষ্টরা বলছেন, জ্বালানি সংকটের কারণে উৎপাদন ব্যাহত হচ্ছে এবং গ্রীষ্মকালে চাহিদা আরও বাড়বে। এ বিষয়ে সংশ্লিষ্ট মন্ত্রণালয় থেকে নির্দেশনা দেওয়া হয়েছে। স্থানীয় বাসিন্দারা জানান, দিনে কয়েক ঘণ্টা বিদ্যুৎ থাকে না, ফলে ব্যবসা ও পড়াশোনায় বিঘ্ন ঘটছে। কর্তৃপক্ষ বলছে, দ্রুত সমাধানের চেষ্টা চলছে এবং পরিস্থিতি স্বাভাবিক হবে। — [232, 595, 598, 629]
column-center-right — [424, 56, 598, 378]
article-body: বিদ্যুৎ বিভাগের কর্মকর্তারা জানিয়েছেন, চাহিদা অনুযায়ী বিদ্যুৎ সরবরাহ নিশ্চিত করতে সরকার বিভিন্ন পদক্ষেপ নিয়েছে। দেশের বিভিন্ন এলাকায় লোডশেডিং পরিস্থিতি নিয়ে জনগণের মধ্যে উদ্বেগ দেখা দিয়েছে। সংশ্লিষ্টরা বলছেন, জ্বালানি সংকটের কারণে উৎপাদন ব্যাহত হচ্ছে এবং গ্রীষ্মকালে চাহিদা আরও বাড়বে। এ বিষয়ে সংশ্লিষ্ট মন্ত্রণালয় থেকে নির্দেশনা দেওয়া হয়েছে। স্থানীয় বাসিন্দারা জানান, দিনে কয়েক ঘণ্টা বিদ্যুৎ থাকে না, ফলে ব্যবসা ও পড়াশোনায় বিঘ্ন ঘটছে। কর্তৃপক্ষ বলছে, দ্রুত সমাধানের চেষ্টা চলছে এবং পরিস্থিতি স্বাভাবিক হবে। — [606, 1119, 864, 1170]
article-body: বিদ্যুৎ বিভাগের কর্মকর্তারা জানিয়েছেন, চাহিদা অনুযায়ী বিদ্যুৎ সরবরাহ নিশ্চিত করতে সরকার বিভিন্ন পদক্ষেপ নিয়েছে। দেশের বিভিন্ন এলাকায় লোডশেডিং পরিস্থিতি নিয়ে জনগণের মধ্যে উদ্বেগ দেখা দিয়েছে। সংশ্লিষ্টরা বলছেন, জ্বালানি সংকটের কারণে উৎপাদন ব্যাহত হচ্ছে এবং গ্রীষ্মকালে চাহিদা আরও বাড়বে। এ বিষয়ে সংশ্লিষ্ট মন্ত্রণালয় থেকে নির্দেশনা দেওয়া হয়েছে। স্থানীয় বাসিন্দারা জানান, দিনে কয়েক ঘণ্টা বিদ্যুৎ থাকে না, ফলে ব্যবসা ও পড়াশোনায় বিঘ্ন ঘটছে। কর্তৃপক্ষ বলছে, দ্রুত সমাধানের চেষ্টা চলছে এবং পরিস্থিতি স্বাভাবিক হবে। — [606, 409, 864, 460]
newspaper-logo: দিনকাল — [40, 2, 139, 37]
article-body: বিদ্যুৎ বিভাগের কর্মকর্তারা জানিয়েছেন, চাহিদা অনুযায়ী বিদ্যুৎ সরবরাহ নিশ্চিত করতে সরকার বিভিন্ন পদক্ষেপ নিয়েছে। দেশের বিভিন্ন এলাকায় লোডশেডিং পরিস্থিতি নিয়ে জনগণের মধ্যে উদ্বেগ দেখা দিয়েছে। সংশ্লিষ্টরা বলছেন, জ্বালানি সংকটের কারণে উৎপাদন ব্যাহত হচ্ছে এবং গ্রীষ্মকালে চাহিদা আরও বাড়বে। এ বিষয়ে সংশ্লিষ্ট মন্ত্রণালয় থেকে নির্দেশনা দেওয়া হয়েছে। স্থানীয় বাসিন্দারা জানান, দিনে কয়েক ঘণ্টা বিদ্যুৎ থাকে না, ফলে ব্যবসা ও পড়াশোনায় বিঘ্ন — [424, 318, 598, 378]
article-body: বিদ্যুৎ বিভাগের কর্মকর্তারা জানিয়েছেন, চাহিদা অনুযায়ী বিদ্যুৎ সরবরাহ নিশ্চিত করতে সরকার বিভিন্ন পদক্ষেপ নিয়েছে। দেশের বিভিন্ন এলাকায় লোডশেডিং পরিস্থিতি নিয়ে জনগণের মধ্যে উদ্বেগ দেখা দিয়েছে। সংশ্লিষ্টরা বলছেন, জ্বালানি সংকটের কারণে উৎপাদন ব্যাহত হচ্ছে এবং গ্রীষ্মকালে চাহিদা আরও বাড়বে। এ বিষয়ে সংশ্লিষ্ট মন্ত্রণালয় থেকে নির্দেশনা দেওয়া হয়েছে। স্থানীয় বাসিন্দারা জানান, দিনে কয়েক ঘণ্টা বিদ্যুৎ থাকে না, ফলে ব্যবসা ও পড়াশোনায় বিঘ্ন ঘটছে। কর্তৃপক্ষ বলছে, দ্রুত সমাধানের চেষ্টা চলছে এবং পরিস্থিতি স্বাভাবিক হবে। — [606, 764, 864, 815]
article-body: বিদ্যুৎ বিভাগের কর্মকর্তারা জানিয়েছেন, চাহিদা অনুযায়ী বিদ্যুৎ সরবরাহ নিশ্চিত করতে সরকার বিভিন্ন পদক্ষেপ নিয়েছে। দেশের বিভিন্ন এলাকায় লোডশেডিং পরিস্থিতি নিয়ে জনগণের মধ্যে উদ্বেগ দেখা দিয়েছে। সংশ্লিষ্টরা বলছেন, জ্বালানি সংকটের কারণে উৎপাদন ব্যাহত হচ্ছে এবং গ্রীষ্মকালে চাহিদা আরও বাড়বে। এ বিষয়ে সংশ্লিষ্ট মন্ত্রণালয় থেকে নির্দেশনা দেওয়া হয়েছে। স্থানীয় বাসিন্দারা জানান, দিনে কয়েক ঘণ্টা বিদ্যুৎ থাকে না, ফলে ব্যবসা ও পড়াশোনায় বিঘ্ন ঘটছে। কর্তৃপক্ষ বলছে, দ্রুত সমাধানের চেষ্টা চলছে এবং পরিস্থিতি স্বাভাবিক হবে। — [232, 417, 598, 451]
article-body: বিদ্যুৎ বিভাগের কর্মকর্তারা জানিয়েছেন, চাহিদা অনুযায়ী বিদ্যুৎ সরবরাহ নিশ্চিত করতে সরকার বিভিন্ন পদক্ষেপ নিয়েছে। দেশের বিভিন্ন এলাকায় লোডশেডিং পরিস্থিতি নিয়ে জনগণের মধ্যে উদ্বেগ দেখা দিয়েছে। সংশ্লিষ্টরা বলছেন, জ্বালানি সংকটের কারণে উৎপাদন ব্যাহত হচ্ছে এবং গ্রীষ্মকালে চাহিদা আরও বাড়বে। এ বিষয়ে সংশ্লিষ্ট মন্ত্রণালয় থেকে নির্দেশনা দেওয়া হয়েছে। স্থানীয় বাসিন্দারা জানান, দিনে কয়েক ঘণ্টা বিদ্যুৎ থাকে না, ফলে ব্যবসা ও পড়াশোনায় বিঘ্ন ঘটছে। কর্তৃপক্ষ বলছে, দ্রুত সমাধানের চেষ্টা চলছে এবং পরিস্থিতি স্বাভাবিক হবে। — [606, 85, 864, 136]
article-body: বিদ্যুৎ বিভাগের কর্মকর্তারা জানিয়েছেন, চাহিদা অনুযায়ী বিদ্যুৎ সরবরাহ নিশ্চিত করতে সরকার বিভিন্ন পদক্ষেপ নিয়েছে। দেশের বিভিন্ন এলাকায় লোডশেডিং পরিস্থিতি নিয়ে জনগণের মধ্যে উদ্বেগ দেখা দিয়েছে। সংশ্লিষ্টরা বলছেন, জ্বালানি সংকটের কারণে উৎপাদন ব্যাহত হচ্ছে এবং গ্রীষ্মকালে চাহিদা আরও বাড়বে। এ বিষয়ে সংশ্লিষ্ট মন্ত্রণালয় থেকে নির্দেশনা দেওয়া হয়েছে। স্থানীয় বাসিন্দারা জানান, দিনে কয়েক ঘণ্টা বিদ্যুৎ থাকে না, ফলে ব্যবসা ও পড়াশোনায় বিঘ্ন ঘটছে। কর্তৃপক্ষ বলছে, দ্রুত সমাধানের চেষ্টা চলছে এবং পরিস্থিতি স্বাভাবিক হবে। — [606, 545, 864, 596]
date-box — [642, 4, 864, 34]
headline: বিচার হলে আ.লীগ চালানোর — [646, 819, 824, 838]
headline: প্রতিটি ভোটকেন্দ্রে সিসি — [663, 381, 807, 399]
article-body: বিদ্যুৎ বিভাগের কর্মকর্তারা জানিয়েছেন, চাহিদা অনুযায়ী বিদ্যুৎ সরবরাহ নিশ্চিত করতে সরকার বিভিন্ন পদক্ষেপ নিয়েছে। দেশের বিভিন্ন এলাকায় লোডশেডিং পরিস্থিতি নিয়ে জনগণের মধ্যে উদ্বেগ দেখা দিয়েছে। সংশ্লিষ্টরা বলছেন, জ্বালানি সংকটের কারণে উৎপাদন ব্যাহত হচ্ছে এবং — [232, 343, 416, 377]
column-left — [6, 56, 224, 1346]
article-body: বিদ্যুৎ বিভাগের কর্মকর্তারা জানিয়েছেন, চাহিদা অনুযায়ী বিদ্যুৎ সরবরাহ নিশ্চিত করতে সরকার বিভিন্ন পদক্ষেপ নিয়েছে। দেশের বিভিন্ন এলাকায় লোডশেডিং পরিস্থিতি নিয়ে জনগণের মধ্যে উদ্বেগ দেখা দিয়েছে। সংশ্লিষ্টরা বলছেন, জ্বালানি সংকটের কারণে উৎপাদন ব্যাহত হচ্ছে এবং গ্রীষ্মকালে চাহিদা আরও বাড়বে। এ বিষয়ে সংশ্লিষ্ট মন্ত্রণালয় থেকে নির্দেশনা দেওয়া হয়েছে। স্থানীয় বাসিন্দারা জানান, দিনে কয়েক ঘণ্টা বিদ্যুৎ থাকে না, ফলে ব্যবসা ও পড়াশোনায় বিঘ্ন ঘটছে। কর্তৃপক্ষ বলছে, দ্রুত সমাধানের চেষ্টা চলছে এবং পরিস্থিতি স্বাভাবিক হবে। — [606, 138, 864, 189]
article-body: বিদ্যুৎ বিভাগের কর্মকর্তারা জানিয়েছেন, চাহিদা অনুযায়ী বিদ্যুৎ সরবরাহ নিশ্চিত করতে সরকার বিভিন্ন পদক্ষেপ নিয়েছে। দেশের বিভিন্ন এলাকায় লোডশেডিং পরিস্থিতি নিয়ে জনগণের মধ্যে উদ্বেগ দেখা দিয়েছে। সংশ্লিষ্টরা বলছেন, জ্বালানি সংকটের কারণে উৎপাদন ব্যাহত হচ্ছে এবং গ্রীষ্মকালে চাহিদা আরও বাড়বে। এ বিষয়ে সংশ্লিষ্ট মন্ত্রণালয় থেকে নির্দেশনা দেওয়া হয়েছে। স্থানীয় বাসিন্দারা জানান, দিনে কয়েক ঘণ্টা বিদ্যুৎ থাকে না, ফলে ব্যবসা ও পড়াশোনায় বিঘ্ন ঘটছে। কর্তৃপক্ষ বলছে, দ্রুত সমাধানের চেষ্টা চলছে এবং পরিস্থিতি স্বাভাবিক হবে। — [232, 1151, 598, 1185]
continued-note: প্রথম পাতার পর — [715, 973, 755, 981]
article-body: বিদ্যুৎ বিভাগের কর্মকর্তারা জানিয়েছেন, চাহিদা অনুযায়ী বিদ্যুৎ সরবরাহ নিশ্চিত করতে সরকার বিভিন্ন পদক্ষেপ নিয়েছে। দেশের বিভিন্ন এলাকায় লোডশেডিং পরিস্থিতি নিয়ে জনগণের মধ্যে উদ্বেগ দেখা দিয়েছে। সংশ্লিষ্টরা বলছেন, জ্বালানি সংকটের কারণে উৎপাদন ব্যাহত হচ্ছে এবং গ্রীষ্মকালে চাহিদা আরও বাড়বে। এ বিষয়ে সংশ্লিষ্ট মন্ত্রণালয় থেকে নির্দেশনা দেওয়া হয়েছে। স্থানীয় বাসিন্দারা জানান, দিনে কয়েক ঘণ্টা বিদ্যুৎ থাকে না, ফলে ব্যবসা ও পড়াশোনায় বিঘ্ন ঘটছে। কর্তৃপক্ষ বলছে, দ্রুত সমাধানের চেষ্টা চলছে এবং পরিস্থিতি স্বাভাবিক হবে। — [6, 146, 224, 206]
article-body: বিদ্যুৎ বিভাগের কর্মকর্তারা জানিয়েছেন, চাহিদা অনুযায়ী বিদ্যুৎ সরবরাহ নিশ্চিত করতে সরকার বিভিন্ন পদক্ষেপ নিয়েছে। দেশের বিভিন্ন এলাকায় লোডশেডিং পরিস্থিতি নিয়ে জনগণের মধ্যে উদ্বেগ দেখা দিয়েছে। সংশ্লিষ্টরা বলছেন, জ্বালানি সংকটের কারণে উৎপাদন ব্যাহত হচ্ছে এবং গ্রীষ্মকালে চাহিদা আরও বাড়বে। এ বিষয়ে সংশ্লিষ্ট মন্ত্রণালয় থেকে নির্দেশনা দেওয়া হয়েছে। স্থানীয় বাসিন্দারা জানান, দিনে কয়েক ঘণ্টা বিদ্যুৎ থাকে না, ফলে ব্যবসা ও পড়াশোনায় বিঘ্ন ঘটছে। কর্তৃপক্ষ বলছে, দ্রুত সমাধানের চেষ্টা চলছে এবং পরিস্থিতি স্বাভাবিক হবে। — [606, 274, 864, 325]
headline: রাখাইনকে করিডোর দিতে — [23, 824, 207, 846]
article-body: বিদ্যুৎ বিভাগের কর্মকর্তারা জানিয়েছেন, চাহিদা অনুযায়ী বিদ্যুৎ সরবরাহ নিশ্চিত করতে সরকার বিভিন্ন পদক্ষেপ নিয়েছে। দেশের বিভিন্ন এলাকায় লোডশেডিং পরিস্থিতি নিয়ে জনগণের মধ্যে উদ্বেগ দেখা দিয়েছে। সংশ্লিষ্টরা বলছেন, জ্বালানি সংকটের কারণে উৎপাদন ব্যাহত হচ্ছে এবং গ্রীষ্মকালে চাহিদা আরও বাড়বে। এ বিষয়ে সংশ্লিষ্ট মন্ত্রণালয় থেকে নির্দেশনা দেওয়া হয়েছে। স্থানীয় বাসিন্দারা জানান, দিনে কয়েক ঘণ্টা বিদ্যুৎ থাকে না, ফলে ব্যবসা ও পড়াশোনায় বিঘ্ন ঘটছে। কর্তৃপক্ষ বলছে, দ্রুত সমাধানের চেষ্টা চলছে এবং পরিস্থিতি স্বাভাবিক হবে। — [606, 900, 864, 951]
logo-english: Daily THE DAILY DINKAL — [122, 6, 203, 13]
article-body: বিদ্যুৎ বিভাগের কর্মকর্তারা জানিয়েছেন, চাহিদা অনুযায়ী বিদ্যুৎ সরবরাহ নিশ্চিত করতে সরকার বিভিন্ন পদক্ষেপ নিয়েছে। দেশের বিভিন্ন এলাকায় লোডশেডিং পরিস্থিতি নিয়ে জনগণের মধ্যে উদ্বেগ দেখা দিয়েছে। সংশ্লিষ্টরা বলছেন, জ্বালানি সংকটের কারণে উৎপাদন ব্যাহত হচ্ছে এবং গ্রীষ্মকালে চাহিদা আরও বাড়বে। এ বিষয়ে সংশ্লিষ্ট মন্ত্রণালয় থেকে নির্দেশনা দেওয়া হয়েছে। স্থানীয় বাসিন্দারা জানান, দিনে কয়েক ঘণ্টা বিদ্যুৎ থাকে না, ফলে ব্যবসা ও পড়াশোনায় বিঘ্ন ঘটছে। কর্তৃপক্ষ বলছে, দ্রুত সমাধানের চেষ্টা চলছে এবং পরিস্থিতি স্বাভাবিক হবে। — [6, 1241, 224, 1300]
article-body: বিদ্যুৎ বিভাগের কর্মকর্তারা জানিয়েছেন, চাহিদা অনুযায়ী বিদ্যুৎ সরবরাহ নিশ্চিত করতে সরকার বিভিন্ন পদক্ষেপ নিয়েছে। দেশের বিভিন্ন এলাকায় লোডশেডিং পরিস্থিতি নিয়ে জনগণের মধ্যে উদ্বেগ দেখা দিয়েছে। সংশ্লিষ্টরা বলছেন, জ্বালানি সংকটের কারণে উৎপাদন ব্যাহত হচ্ছে এবং গ্রীষ্মকালে চাহিদা আরও বাড়বে। এ বিষয়ে সংশ্লিষ্ট মন্ত্রণালয় থেকে নির্দেশনা দেওয়া হয়েছে। স্থানীয় বাসিন্দারা জানান, দিনে কয়েক ঘণ্টা বিদ্যুৎ থাকে না, ফলে ব্যবসা ও পড়াশোনায় বিঘ্ন ঘটছে। কর্তৃপক্ষ বলছে, দ্রুত সমাধানের চেষ্টা চলছে এবং পরিস্থিতি স্বাভাবিক হবে। — [232, 896, 598, 930]
section-divider — [232, 752, 598, 753]
article-body: বিদ্যুৎ বিভাগের কর্মকর্তারা জানিয়েছেন, চাহিদা অনুযায়ী বিদ্যুৎ সরবরাহ নিশ্চিত করতে সরকার বিভিন্ন পদক্ষেপ নিয়েছে। দেশের বিভিন্ন এলাকায় লোডশেডিং পরিস্থিতি নিয়ে জনগণের মধ্যে উদ্বেগ দেখা দিয়েছে। সংশ্লিষ্টরা বলছেন, জ্বালানি সংকটের কারণে উৎপাদন ব্যাহত হচ্ছে এবং গ্রীষ্মকালে চাহিদা আরও বাড়বে। এ বিষয়ে সংশ্লিষ্ট মন্ত্রণালয় থেকে নির্দেশনা দেওয়া হয়েছে। স্থানীয় বাসিন্দারা জানান, দিনে কয়েক ঘণ্টা বিদ্যুৎ থাকে না, ফলে ব্যবসা ও পড়াশোনায় বিঘ্ন ঘটছে। কর্তৃপক্ষ বলছে, দ্রুত সমাধানের চেষ্টা চলছে এবং পরিস্থিতি স্বাভাবিক হবে। — [232, 66, 416, 134]
article-body: বিদ্যুৎ বিভাগের কর্মকর্তারা জানিয়েছেন, চাহিদা অনুযায়ী বিদ্যুৎ সরবরাহ নিশ্চিত করতে সরকার বিভিন্ন পদক্ষেপ নিয়েছে। দেশের বিভিন্ন এলাকায় লোডশেডিং পরিস্থিতি নিয়ে জনগণের মধ্যে উদ্বেগ দেখা দিয়েছে। সংশ্লিষ্টরা বলছেন, জ্বালানি সংকটের কারণে উৎপাদন ব্যাহত হচ্ছে এবং গ্রীষ্মকালে চাহিদা আরও বাড়বে। এ বিষয়ে সংশ্লিষ্ট মন্ত্রণালয় থেকে নির্দেশনা দেওয়া হয়েছে। স্থানীয় বাসিন্দারা জানান, দিনে কয়েক ঘণ্টা বিদ্যুৎ থাকে না, ফলে ব্যবসা ও পড়াশোনায় বিঘ্ন ঘটছে। কর্তৃপক্ষ বলছে, দ্রুত সমাধানের চেষ্টা চলছে এবং পরিস্থিতি স্বাভাবিক হবে। — [232, 630, 598, 665]
continued-note: প্রথম পাতার পর — [715, 837, 755, 845]
date-english: ২৮ এপ্রিল ২০২৫ — [642, 19, 864, 34]
article-body: বিদ্যুৎ বিভাগের কর্মকর্তারা জানিয়েছেন, চাহিদা অনুযায়ী বিদ্যুৎ সরবরাহ নিশ্চিত করতে সরকার বিভিন্ন পদক্ষেপ নিয়েছে। দেশের বিভিন্ন এলাকায় লোডশেডিং পরিস্থিতি নিয়ে জনগণের মধ্যে উদ্বেগ দেখা দিয়েছে। সংশ্লিষ্টরা বলছেন, জ্বালানি সংকটের কারণে উৎপাদন ব্যাহত হচ্ছে এবং গ্রীষ্মকালে চাহিদা আরও বাড়বে। এ বিষয়ে সংশ্লিষ্ট মন্ত্রণালয় থেকে নির্দেশনা দেওয়া হয়েছে। স্থানীয় বাসিন্দারা জানান, দিনে কয়েক ঘণ্টা বিদ্যুৎ থাকে না, ফলে ব্যবসা ও পড়াশোনায় বিঘ্ন ঘটছে। কর্তৃপক্ষ বলছে, দ্রুত সমাধানের চেষ্টা চলছে এবং পরিস্থিতি স্বাভাবিক হবে। — [6, 1180, 224, 1240]
continued-note: প্রথম পাতার পর — [715, 671, 755, 679]
column-right — [606, 56, 864, 1348]
headline: মহেশপুর সীমান্তে — [685, 57, 784, 75]
center-article-block — [232, 756, 598, 1044]
continued-note: প্রথম পাতার পর — [395, 1069, 435, 1077]
article-body: বিদ্যুৎ বিভাগের কর্মকর্তারা জানিয়েছেন, চাহিদা অনুযায়ী বিদ্যুৎ সরবরাহ নিশ্চিত করতে সরকার বিভিন্ন পদক্ষেপ নিয়েছে। দেশের বিভিন্ন এলাকায় লোডশেডিং পরিস্থিতি নিয়ে জনগণের মধ্যে উদ্বেগ দেখা দিয়েছে। সংশ্লিষ্টরা বলছেন, জ্বালানি সংকটের কারণে উৎপাদন ব্যাহত হচ্ছে এবং গ্রীষ্মকালে চাহিদা আরও বাড়বে। এ বিষয়ে সংশ্লিষ্ট মন্ত্রণালয় থেকে নির্দেশনা দেওয়া হয়েছে। স্থানীয় বাসিন্দারা জানান, দিনে কয়েক ঘণ্টা বিদ্যুৎ থাকে না, ফলে ব্যবসা ও পড়াশোনায় বিঘ্ন ঘটছে। কর্তৃপক্ষ বলছে, দ্রুত সমাধানের চেষ্টা চলছে এবং পরিস্থিতি স্বাভাবিক হবে। — [6, 85, 224, 145]
masthead — [0, 0, 870, 48]
article-body: বিদ্যুৎ বিভাগের কর্মকর্তারা জানিয়েছেন, চাহিদা অনুযায়ী বিদ্যুৎ সরবরাহ নিশ্চিত করতে সরকার বিভিন্ন পদক্ষেপ নিয়েছে। দেশের বিভিন্ন এলাকায় লোডশেডিং পরিস্থিতি নিয়ে জনগণের মধ্যে উদ্বেগ দেখা দিয়েছে। সংশ্লিষ্টরা বলছেন, জ্বালানি সংকটের কারণে উৎপাদন ব্যাহত হচ্ছে এবং গ্রীষ্মকালে চাহিদা আরও বাড়বে। এ বিষয়ে সংশ্লিষ্ট মন্ত্রণালয় থেকে নির্দেশনা দেওয়া হয়েছে। স্থানীয় বাসিন্দারা জানান, দিনে কয়েক ঘণ্টা বিদ্যুৎ থাকে না, ফলে ব্যবসা ও পড়াশোনায় বিঘ্ন ঘটছে। কর্তৃপক্ষ বলছে, দ্রুত সমাধানের চেষ্টা চলছে এবং পরিস্থিতি স্বাভাবিক হবে। — [6, 268, 224, 327]
article-body: বিদ্যুৎ বিভাগের কর্মকর্তারা জানিয়েছেন, চাহিদা অনুযায়ী বিদ্যুৎ সরবরাহ নিশ্চিত করতে সরকার বিভিন্ন পদক্ষেপ নিয়েছে। দেশের বিভিন্ন এলাকায় লোডশেডিং পরিস্থিতি নিয়ে জনগণের মধ্যে উদ্বেগ দেখা দিয়েছে। সংশ্লিষ্টরা বলছেন, জ্বালানি সংকটের কারণে উৎপাদন ব্যাহত হচ্ছে এবং গ্রীষ্মকালে চাহিদা আরও বাড়বে। এ বিষয়ে সংশ্লিষ্ট মন্ত্রণালয় থেকে নির্দেশনা দেওয়া হয়েছে। স্থানীয় বাসিন্দারা জানান, দিনে কয়েক ঘণ্টা বিদ্যুৎ থাকে না, ফলে ব্যবসা ও পড়াশোনায় বিঘ্ন ঘটছে। কর্তৃপক্ষ বলছে, দ্রুত সমাধানের চেষ্টা চলছে এবং পরিস্থিতি স্বাভাবিক হবে। — [424, 163, 598, 239]
column-center-left — [232, 56, 416, 378]
article-body: বিদ্যুৎ বিভাগের কর্মকর্তারা জানিয়েছেন, চাহিদা অনুযায়ী বিদ্যুৎ সরবরাহ নিশ্চিত করতে সরকার বিভিন্ন পদক্ষেপ নিয়েছে। দেশের বিভিন্ন এলাকায় লোডশেডিং পরিস্থিতি নিয়ে জনগণের মধ্যে উদ্বেগ দেখা দিয়েছে। সংশ্লিষ্টরা বলছেন, জ্বালানি সংকটের কারণে উৎপাদন ব্যাহত হচ্ছে এবং গ্রীষ্মকালে চাহিদা আরও বাড়বে। এ বিষয়ে সংশ্লিষ্ট মন্ত্রণালয় থেকে নির্দেশনা দেওয়া হয়েছে। স্থানীয় বাসিন্দারা জানান, দিনে কয়েক ঘণ্টা বিদ্যুৎ থাকে না, ফলে ব্যবসা ও পড়াশোনায় বিঘ্ন ঘটছে। কর্তৃপক্ষ বলছে, দ্রুত সমাধানের চেষ্টা চলছে এবং পরিস্থিতি স্বাভাবিক হবে। — [232, 931, 598, 965]
headline: গো-খাদ্যে ভেজাল দুশ্চিন্তায় খামারিরা — [33, 981, 197, 1017]
headline: টাঙ্গাইলে ইউনিয়ন শ্রমিকদলের — [24, 1151, 206, 1170]
